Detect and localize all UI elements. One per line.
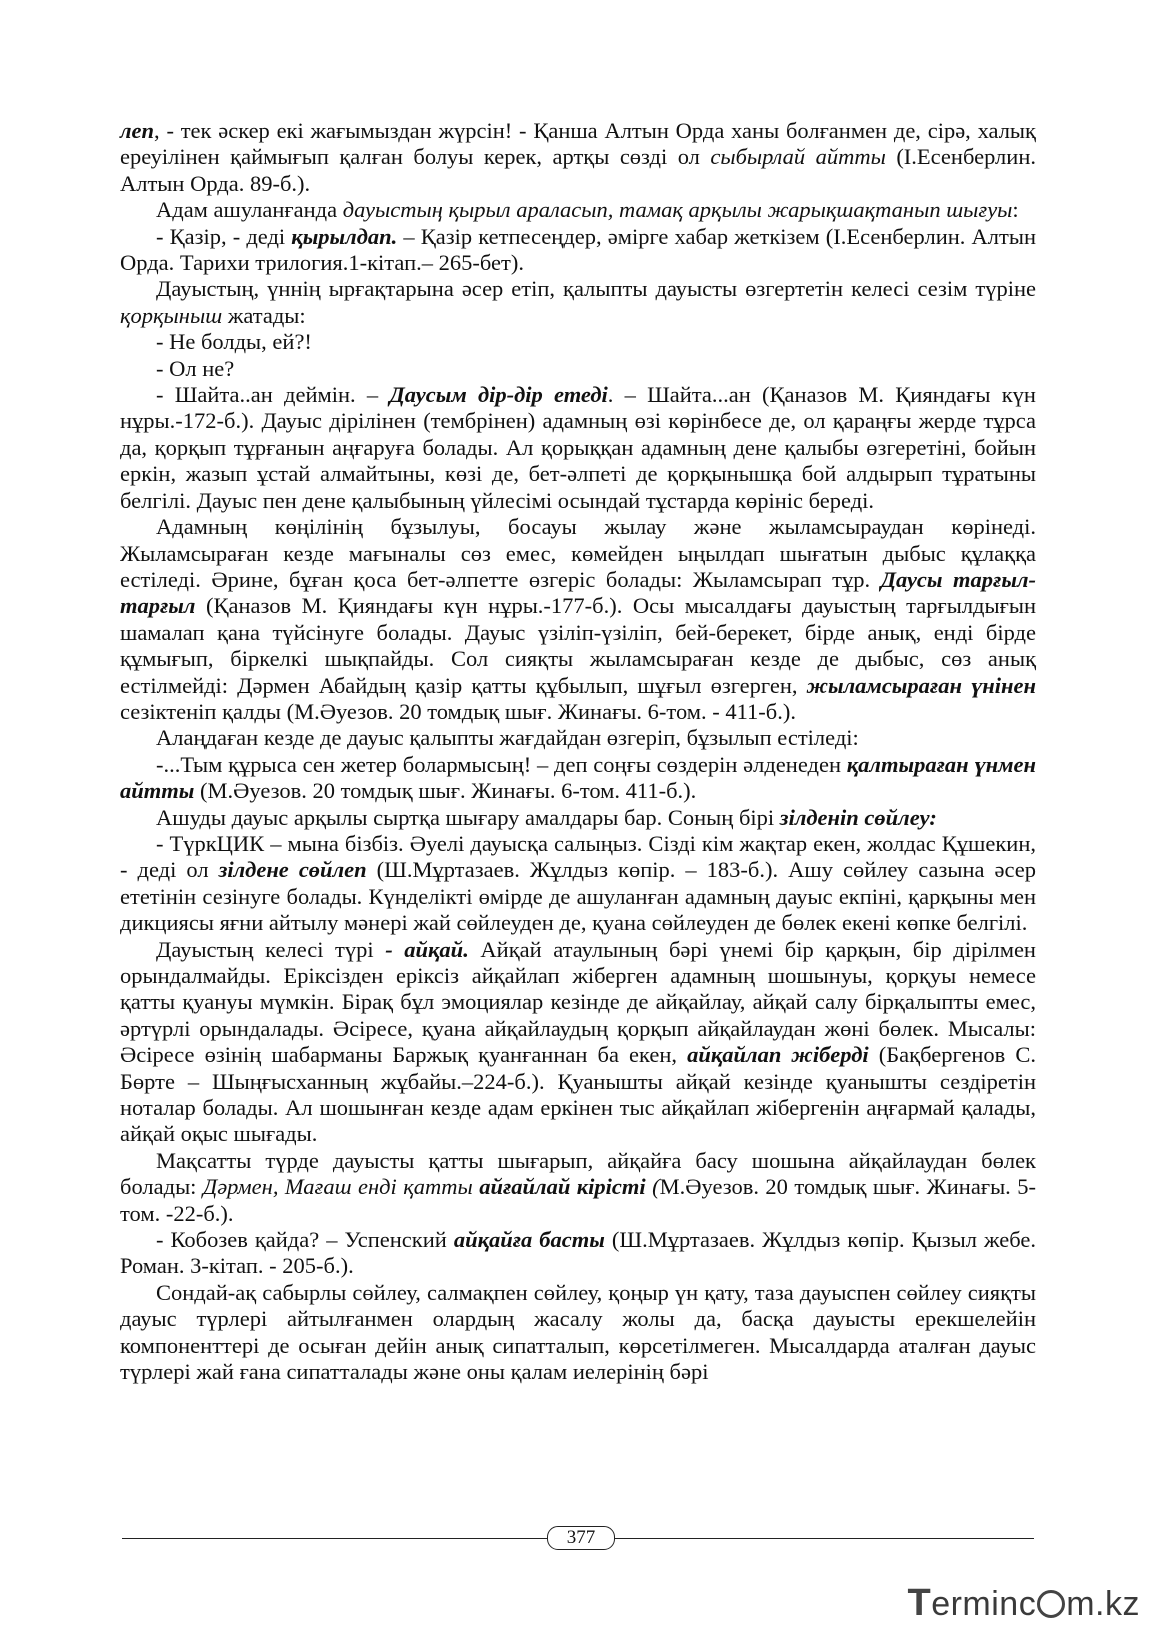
paragraph <box>120 937 1036 1148</box>
paragraph <box>120 1280 1036 1386</box>
emphasized-text: айқайлап жіберді <box>687 1042 869 1068</box>
paragraph <box>120 831 1036 937</box>
paragraph <box>120 1148 1036 1227</box>
text-run: (Бақбергенов С. Бөрте – Шыңғысханның жұбайы.–224-б.). Қуанышты айқай кезінде қуанышты сездіретін ноталар болады. Ал шошынған кезде адам еркінен тыс айқайлап жібергенін аңғармай қалады, айқай оқыс шығады. <box>120 1042 1037 1147</box>
body-text <box>120 118 1036 1386</box>
text-run: - Шайта..ан деймін. – <box>156 382 390 408</box>
text-run: М.Әуезов. 20 томдық шығ. Жинағы. 5-том. -22-б.). <box>120 1174 1036 1226</box>
text-run: Дауыстың келесі түрі <box>156 936 386 962</box>
text-run: Дауыстың, үннің ырғақтарына әсер етіп, қалыпты дауысты өзгертетін келесі сезім түріне <box>156 276 1036 302</box>
text-run: Ашуды дауыс арқылы сыртқа шығару амалдары бар. Соның бірі <box>156 804 780 830</box>
termincom-logo-watermark: Terminc m.kz <box>907 1582 1140 1624</box>
text-run: Адам ашуланғанда <box>156 197 343 223</box>
emphasized-text: айқайға басты <box>453 1227 605 1253</box>
paragraph <box>120 224 1036 277</box>
emphasized-text: дауыстың қырыл араласып, тамақ арқылы жарықшақтанып шығуы <box>342 197 1013 223</box>
paragraph <box>120 356 1036 382</box>
emphasized-text: Даусы тарғыл-тарғыл <box>120 566 1036 619</box>
emphasized-text: айғайлай кірісті <box>479 1174 646 1200</box>
text-run: (Ш.Мұртазаев. Жұлдыз көпір. Қызыл жебе. Роман. 3-кітап. - 205-б.). <box>120 1227 1036 1279</box>
text-run: Айқай атаулының бәрі үнемі бір қарқын, бір дірілмен орындалмайды. Еріксізден еріксіз айқайлап жіберген адамның шошынуы, қорқуы немесе қатты қуануы мүмкін. Бірақ бұл эмоциялар кезінде де айқайлау, айқай салу бірқалыпты емес, әртүрлі орындалады. Әсіресе, қуана айқайлаудың қорқып айқайлаудан жөні бөлек. Мысалы: Әсіресе өзінің шабарманы Баржық қуанғаннан ба екен, <box>120 936 1036 1068</box>
paragraph <box>120 514 1036 725</box>
paragraph <box>120 382 1036 514</box>
text-run: - Қазір, - деді <box>156 223 292 249</box>
emphasized-text: Даусым дір-дір етеді <box>389 382 608 408</box>
text-run: Алаңдаған кезде де дауыс қалыпты жағдайдан өзгеріп, бұзылып естіледі: <box>156 725 859 751</box>
text-run: Адамның көңілінің бұзылуы, босауы жылау және жыламсыраудан көрінеді. Жыламсыраған кезде мағыналы сөз емес, көмейден ыңылдап шығатын дыбыс құлаққа естіледі. Әрине, бұған қоса бет-әлпетте өзгеріс болады: Жыламсырап тұр. <box>120 514 1036 592</box>
emphasized-text: зілдене сөйлеп <box>218 857 367 883</box>
text-run: жатады: <box>222 302 306 328</box>
emphasized-text: ( <box>645 1174 660 1200</box>
text-run: (Қаназов М. Қияндағы күн нұры.-177-б.). Осы мысалдағы дауыстың тарғылдығын шамалап қана түйсінуге болады. Дауыс үзіліп-үзіліп, бей-берекет, бірде анық, енді бірде құмығып, біркелкі шықпайды. Сол сияқты жыламсыраған кезде де дыбыс, сөз анық естілмейді: Дәрмен Абайдың қазір қатты құбылып, шұғыл өзгерген, <box>120 593 1036 698</box>
text-run: сезіктеніп қалды (М.Әуезов. 20 томдық шығ. Жинағы. 6-том. - 411-б.). <box>120 698 796 724</box>
text-run: Мақсатты түрде дауысты қатты шығарып, айқайға басу шошына айқайлаудан бөлек болады: <box>120 1147 1036 1200</box>
emphasized-text: сыбырлай айтты <box>710 144 886 170</box>
emphasized-text: қырылдап. <box>291 223 398 249</box>
emphasized-text: Дәрмен, Мағаш енді қатты <box>202 1174 480 1200</box>
text-run: - Кобозев қайда? – Успенский <box>156 1227 454 1253</box>
text-run: Сондай-ақ сабырлы сөйлеу, салмақпен сөйлеу, қоңыр үн қату, таза дауыспен сөйлеу сияқты дауыс түрлері айтылғанмен олардың жасалу жолы да, басқа дауысты ерекшелейін компоненттері де осыған дейін анық сипатталып, көрсетілмеген. Мысалдарда аталған дауыс түрлері жай ғана сипатталады және оны қалам иелерінің бәрі <box>120 1279 1036 1385</box>
emphasized-text: қалтыраған үнмен айтты <box>120 751 1037 804</box>
emphasized-text: зілденіп сөйлеу: <box>779 804 937 830</box>
page-number: 377 <box>547 1526 615 1550</box>
emphasized-text: леп <box>120 118 155 143</box>
text-run: , - тек әскер екі жағымыздан жүрсін! - Қанша Алтын Орда ханы болғанмен де, сірә, халық ереуілінен қаймығып қалған болуы керек, артқы сөзді ол <box>120 118 1036 170</box>
text-run: : <box>1012 197 1019 223</box>
text-run: – Қазір кетпесеңдер, әмірге хабар жеткізем (І.Есенберлин. Алтын Орда. Тарихи трилогия.1-кітап.– 265-бет). <box>120 223 1036 276</box>
emphasized-text: қорқыныш <box>120 302 223 328</box>
paragraph <box>120 118 1036 197</box>
text-run: - Ол не? <box>156 355 235 381</box>
paragraph <box>120 329 1036 355</box>
text-run: - Не болды, ей?! <box>156 329 312 355</box>
paragraph <box>120 276 1036 329</box>
text-run: -...Тым құрыса сен жетер болармысың! – деп соңғы сөздерін әлденеден <box>156 751 847 777</box>
text-run: (М.Әуезов. 20 томдық шығ. Жинағы. 6-том. 411-б.). <box>194 778 697 804</box>
paragraph <box>120 725 1036 751</box>
text-run: - ТүркЦИК – мына бізбіз. Әуелі дауысқа салыңыз. Сізді кім жақтар екен, жолдас Құшекин, - деді ол <box>120 830 1036 883</box>
paragraph <box>120 197 1036 223</box>
text-run: . – Шайта...ан (Қаназов М. Қияндағы күн нұры.-172-б.). Дауыс дірілінен (тембрінен) адамның өзі көрінбесе де, ол қараңғы жерде тұрса да, қорқып тұрғанын аңғаруға болады. Ал қорыққан адамның дене қалыбы өзгеретіні, бойын еркін, жазып ұстай алмайтыны, көзі де, бет-әлпеті де қорқынышқа бой алдырып тұратыны белгілі. Дауыс пен дене қалыбының үйлесімі осындай тұстарда көрініс береді. <box>120 382 1036 513</box>
text-run: (Ш.Мұртазаев. Жұлдыз көпір. – 183-б.). Ашу сөйлеу сазына әсер ететінін сезінуге болады. Күнделікті өмірде де ашуланған адамның дауыс екпіні, қарқыны мен дикциясы яғни айтылу мәнері жай сөйлеуден де, қуана сөйлеуден де бөлек екені көпке белгілі. <box>120 857 1036 936</box>
paragraph <box>120 752 1036 805</box>
emphasized-text: жыламсыраған үнінен <box>806 672 1037 698</box>
paragraph <box>120 1227 1036 1280</box>
emphasized-text: - айқай. <box>385 936 469 962</box>
text-run: (І.Есенберлин. Алтын Орда. 89-б.). <box>120 144 1036 196</box>
paragraph <box>120 805 1036 831</box>
